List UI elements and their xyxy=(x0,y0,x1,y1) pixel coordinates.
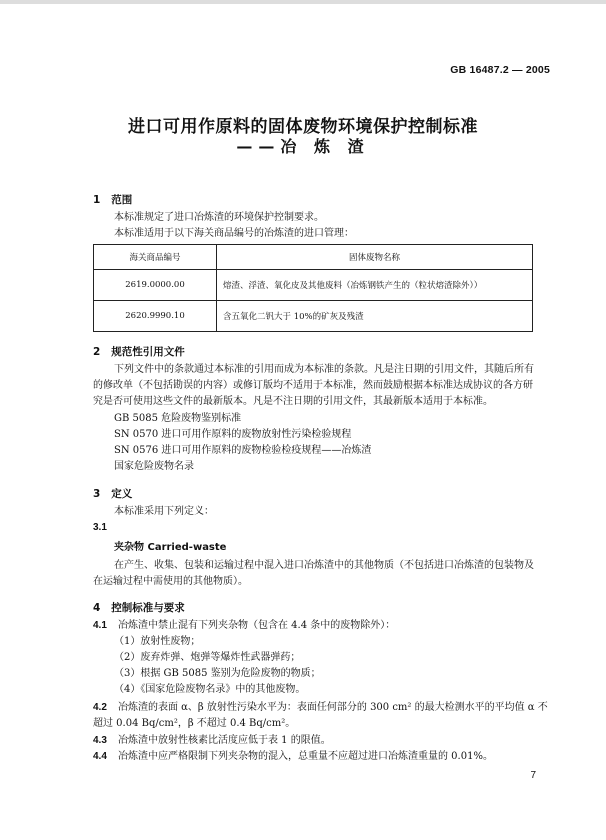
section-2-heading xyxy=(93,344,185,359)
clause-text: 超过 0.04 Bq/cm²，β 不超过 0.4 Bq/cm²。 xyxy=(93,718,296,729)
reference-item: SN 0570 进口可用作原料的废物放射性污染检验规程 xyxy=(114,429,352,440)
table-header: 海关商品编号 xyxy=(94,245,217,270)
list-item: （1）放射性废物； xyxy=(114,636,201,647)
section-2-para-line: 下列文件中的条款通过本标准的引用而成为本标准的条款。凡是注日期的引用文件，其随后所有 xyxy=(114,364,534,375)
table-header-row xyxy=(94,245,533,270)
table-row xyxy=(94,270,533,301)
clause-text: 冶炼渣中应严格限制下列夹杂物的混入，总重量不应超过进口冶炼渣重量的 0.01%。 xyxy=(118,751,493,762)
list-item: （2）废弃炸弹、炮弹等爆炸性武器弹药； xyxy=(114,652,301,663)
clause-number: 4.1 xyxy=(93,620,107,631)
document-title: 进口可用作原料的固体废物环境保护控制标准 xyxy=(128,117,478,137)
definition-line: 在运输过程中需使用的其他物质）。 xyxy=(93,576,248,587)
section-number: 3 xyxy=(93,488,101,500)
clause-text: 冶炼渣的表面 α、β 放射性污染水平为：表面任何部分的 300 cm² 的最大检测水平的平均值 α 不 xyxy=(118,702,548,713)
list-item: （4）《国家危险废物名录》中的其他废物。 xyxy=(114,684,306,695)
table-header: 固体废物名称 xyxy=(217,245,533,270)
clause-number: 4.2 xyxy=(93,702,107,713)
table-cell-name: 熔渣、浮渣、氧化皮及其他废料（冶炼钢铁产生的（粒状熔渣除外）） xyxy=(217,270,533,301)
clause-number: 4.3 xyxy=(93,735,107,746)
reference-item: SN 0576 进口可用作原料的废物检验检疫规程——冶炼渣 xyxy=(114,445,372,456)
section-title: 定义 xyxy=(111,488,133,500)
clause-text: 冶炼渣中放射性核素比活度应低于表 1 的限值。 xyxy=(118,735,331,746)
page-number: 7 xyxy=(530,770,536,781)
definition-term: 夹杂物 Carried-waste xyxy=(114,542,227,553)
section-3-para: 本标准采用下列定义： xyxy=(114,506,214,517)
section-2-para-line: 的修改单（不包括勘误的内容）或修订版均不适用于本标准，然而鼓励根据本标准达成协议的各方研 xyxy=(93,380,533,391)
customs-code-table xyxy=(93,244,533,332)
scan-edge xyxy=(0,0,606,4)
document-subtitle: ——冶 炼 渣 xyxy=(236,137,370,156)
section-number: 4 xyxy=(93,602,101,614)
section-title: 范围 xyxy=(111,194,133,206)
section-number: 2 xyxy=(93,346,101,358)
section-1-para-1: 本标准规定了进口冶炼渣的环境保护控制要求。 xyxy=(114,212,324,223)
section-1-para-2: 本标准适用于以下海关商品编号的冶炼渣的进口管理： xyxy=(114,228,354,239)
section-4-heading xyxy=(93,600,185,615)
section-title: 控制标准与要求 xyxy=(111,602,185,614)
table-cell-name: 含五氧化二钒大于 10%的矿灰及残渣 xyxy=(217,301,533,332)
definition-line: 在产生、收集、包装和运输过程中混入进口冶炼渣中的其他物质（不包括进口冶炼渣的包装物及 xyxy=(114,560,534,571)
table-row xyxy=(94,301,533,332)
list-item: （3）根据 GB 5085 鉴别为危险废物的物质； xyxy=(114,668,321,679)
table-cell-code: 2620.9990.10 xyxy=(94,301,217,332)
clause-number: 4.4 xyxy=(93,751,107,762)
section-number: 1 xyxy=(93,194,101,206)
table-cell-code: 2619.0000.00 xyxy=(94,270,217,301)
subsection-number: 3.1 xyxy=(93,522,107,533)
section-title: 规范性引用文件 xyxy=(111,346,185,358)
section-2-para-line: 究是否可使用这些文件的最新版本。凡是不注日期的引用文件，其最新版本适用于本标准。 xyxy=(93,396,493,407)
section-3-heading xyxy=(93,486,132,501)
reference-item: GB 5085 危险废物鉴别标准 xyxy=(114,413,242,424)
section-1-heading xyxy=(93,192,132,207)
reference-item: 国家危险废物名录 xyxy=(114,461,194,472)
clause-text: 冶炼渣中禁止混有下列夹杂物（包含在 4.4 条中的废物除外）： xyxy=(118,620,396,631)
standard-number: GB 16487.2 — 2005 xyxy=(450,64,550,76)
